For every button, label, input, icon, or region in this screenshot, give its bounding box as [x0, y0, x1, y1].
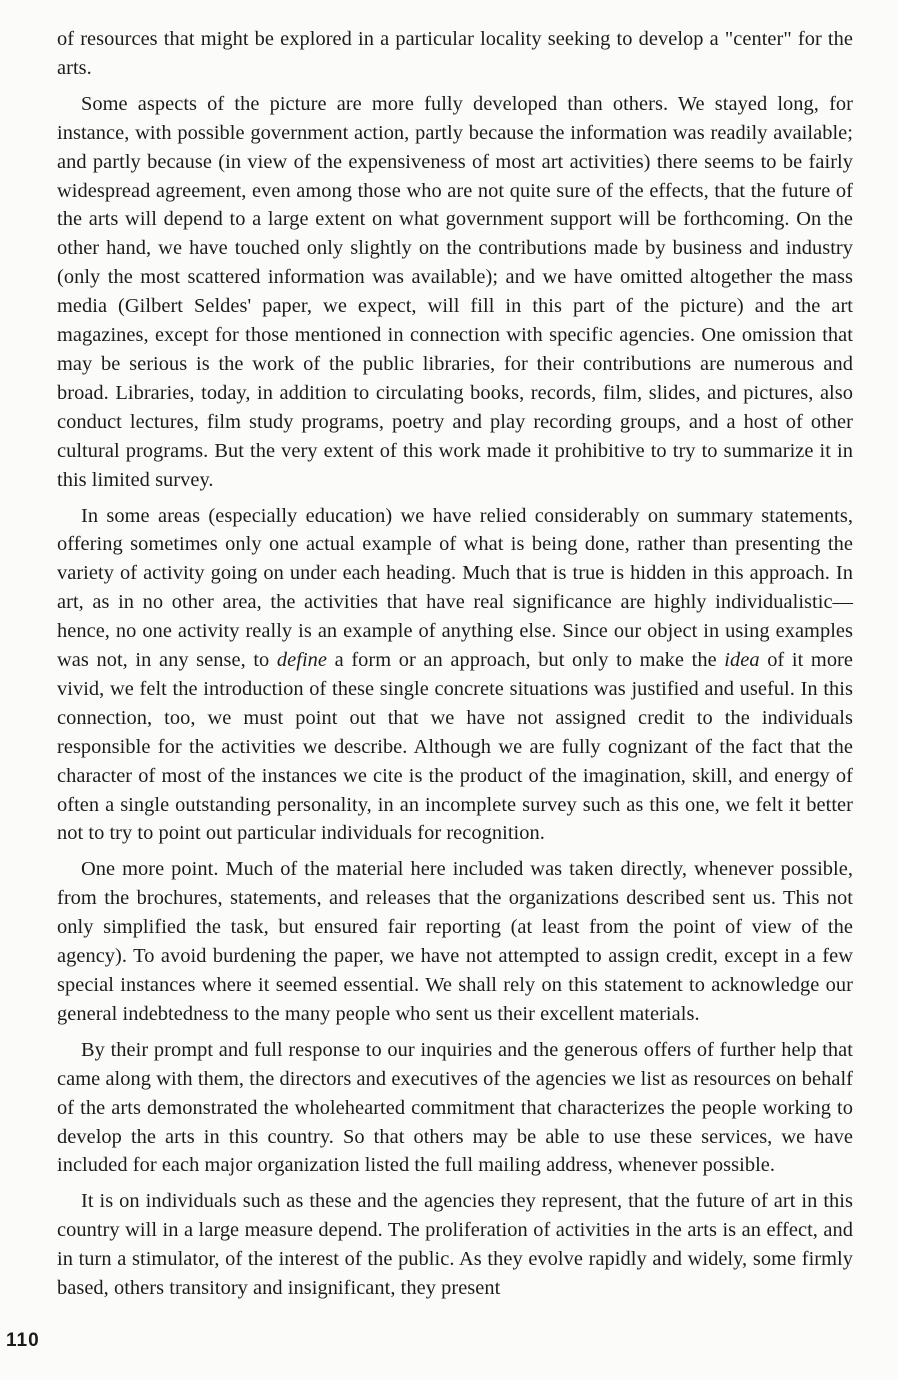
paragraph-5 [57, 1036, 853, 1181]
paragraph-4 [57, 855, 853, 1028]
paragraph-text: One more point. Much of the material here included was taken directly, whenever possible, from the brochures, statements, and releases that the organizations described sent us. This not only simplified the task, but ensured fair reporting (at least from the point of view of the agency). To avoid burdening the paper, we have not attempted to assign credit, except in a few special instances where it seemed essential. We shall rely on this statement to acknowledge our general indebtedness to the many people who sent us their excellent materials. [57, 858, 853, 1025]
paragraph-text: of it more vivid, we felt the introduction of these single concrete situations was justified and useful. In this connection, too, we must point out that we have not assigned credit to the individuals responsible for the activities we describe. Although we are fully cognizant of the fact that the character of most of the instances we cite is the product of the imagination, skill, and energy of often a single outstanding personality, in an incomplete survey such as this one, we felt it better not to try to point out particular individuals for recognition. [57, 649, 854, 845]
paragraph-text: By their prompt and full response to our inquiries and the generous offers of further help that came along with them, the directors and executives of the agencies we list as resources on behalf of the arts demonstrated the wholehearted commitment that characterizes the people working to develop the arts in this country. So that others may be able to use these services, we have included for each major organization listed the full mailing address, whenever possible. [57, 1038, 853, 1177]
paragraph-2 [57, 90, 853, 495]
italic-word-define: define [276, 649, 328, 672]
paragraph-6 [57, 1187, 853, 1303]
paragraph-text: Some aspects of the picture are more fully developed than others. We stayed long, for instance, with possible government action, partly because the information was readily available; and partly because (in view of the expensiveness of most art activities) there seems to be fairly widespread agreement, even among those who are not quite sure of the effects, that the future of the arts will depend to a large extent on what government support will be forthcoming. On the other hand, we have touched only slightly on the contributions made by business and industry (only the most scattered information was available); and we have omitted altogether the mass media (Gilbert Seldes' paper, we expect, will fill in this part of the picture) and the art magazines, except for those mentioned in connection with specific agencies. One omission that may be serious is the work of the public libraries, for their contributions are numerous and broad. Libraries, today, in addition to circulating books, records, film, slides, and pictures, also conduct lectures, film study programs, poetry and play recording groups, and a host of other cultural programs. But the very extent of this work made it prohibitive to try to summarize it in this limited survey. [57, 92, 853, 491]
body-text-column [57, 25, 853, 1310]
paragraph-text: In some areas (especially education) we have relied considerably on summary statements, offering sometimes only one actual example of what is being done, rather than presenting the variety of activity going on under each heading. Much that is true is hidden in this approach. In art, as in no other area, the activities that have real significance are highly individualistic—hence, no one activity really is an example of anything else. Since our object in using examples was not, in any sense, to [57, 504, 853, 672]
paragraph-text: It is on individuals such as these and the agencies they represent, that the future of art in this country will in a large measure depend. The proliferation of activities in the arts is an effect, and in turn a stimulator, of the interest of the public. As they evolve rapidly and widely, some firmly based, others transitory and insignificant, they present [57, 1190, 853, 1300]
italic-word-idea: idea [724, 649, 760, 672]
paragraph-text: a form or an approach, but only to make the [327, 649, 725, 672]
paragraph-text: of resources that might be explored in a particular locality seeking to develop a "center" for the arts. [57, 28, 853, 79]
paragraph-3 [57, 502, 853, 849]
paragraph-1 [57, 25, 853, 83]
page-number: 110 [6, 1330, 40, 1351]
